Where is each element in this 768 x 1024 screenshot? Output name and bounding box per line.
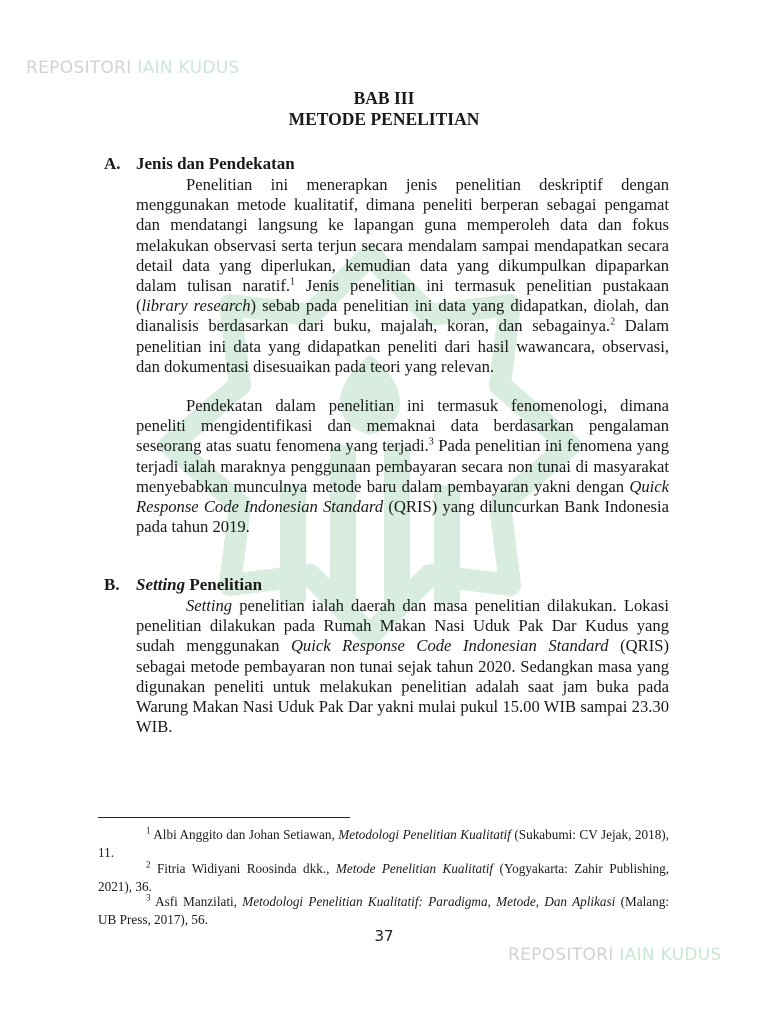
footnote-title: Metodologi Penelitian Kualitatif: Paradigma, Metode, Dan Aplikasi <box>242 894 616 909</box>
footnote-number: 1 <box>146 825 151 836</box>
text-run: (QRIS) sebagai metode pembayaran non tunai sejak tahun 2020. Sedangkan masa yang digunakan peneliti untuk melakukan penelitian adalah saat jam buka pada Warung Makan Nasi Uduk Pak Dar yakni mulai pukul 15.00 WIB sampai 23.30 WIB. <box>136 636 669 737</box>
text-run: Pendekatan dalam penelitian ini termasuk fenomenologi, dimana peneliti mengidentifikasi dan memaknai data berdasarkan pengalaman seseorang atas suatu fenomena yang terjadi. <box>136 396 669 456</box>
repository-watermark-bottom <box>508 945 722 965</box>
watermark-part1: REPOSITORI <box>508 945 614 965</box>
text-run: Dalam penelitian ini data yang didapatkan peneliti dari hasil wawancara, observasi, dan dokumentasi disesuaikan pada teori yang relevan. <box>136 316 669 376</box>
section-b-heading <box>104 575 262 595</box>
footnote-ref-2: 2 <box>610 316 616 328</box>
repository-watermark-top <box>26 58 240 78</box>
section-a-heading <box>104 154 295 174</box>
section-a-letter: A. <box>104 154 121 173</box>
footnote-publication: (Yogyakarta: Zahir Publishing, 2021), 36. <box>98 861 669 894</box>
footnote-ref-1: 1 <box>290 276 295 288</box>
watermark-part2: IAIN KUDUS <box>137 58 240 78</box>
section-a-paragraph-1 <box>136 175 669 377</box>
section-a-paragraph-2 <box>136 396 669 537</box>
section-b-letter: B. <box>104 575 120 594</box>
footnote-2 <box>98 860 669 895</box>
section-b-title-italic: Setting <box>136 575 186 594</box>
footnote-author: Fitria Widiyani Roosinda dkk., <box>150 861 336 876</box>
chapter-title: METODE PENELITIAN <box>288 109 480 129</box>
footnote-number: 3 <box>146 892 151 903</box>
footnote-title: Metodologi Penelitian Kualitatif <box>338 827 511 842</box>
text-run: penelitian ialah daerah dan masa penelitian dilakukan. Lokasi penelitian dilakukan pada Rumah Makan Nasi Uduk Pak Dar Kudus yang sudah menggunakan <box>136 596 669 656</box>
italic-term: Quick Response Code Indonesian Standard <box>290 636 609 656</box>
text-run: Penelitian ini menerapkan jenis penelitian deskriptif dengan menggunakan metode kualitatif, dimana peneliti berperan sebagai pengamat dan mendatangi langsung ke lapangan guna memperoleh data dan fokus melakukan observasi serta terjun secara mendalam sampai mendapatkan secara detail data yang diperlukan, kemudian data yang dikumpulkan dipaparkan dalam tulisan naratif. <box>136 175 669 296</box>
footnote-ref-3: 3 <box>428 436 434 448</box>
italic-term: Setting <box>186 596 233 615</box>
text-run: Pada penelitian ini fenomena yang terjadi ialah maraknya penggunaan pembayaran secara non tunai di masyarakat menyebabkan munculnya metode baru dalam pembayaran yakni dengan <box>136 436 669 496</box>
watermark-part2: IAIN KUDUS <box>619 945 722 965</box>
footnote-author: Albi Anggito dan Johan Setiawan, <box>150 827 339 842</box>
footnote-number: 2 <box>146 859 151 870</box>
page-number: 37 <box>374 927 394 945</box>
footnote-3 <box>98 893 669 928</box>
text-run: Jenis penelitian ini termasuk penelitian pustakaan ( <box>136 276 669 316</box>
footnote-publication: (Sukabumi: CV Jejak, 2018), 11. <box>98 827 669 860</box>
footnote-author: Asfi Manzilati, <box>150 894 243 909</box>
footnote-1 <box>98 826 669 861</box>
text-run: (QRIS) yang diluncurkan Bank Indonesia pada tahun 2019. <box>136 497 669 537</box>
section-b-paragraph-1 <box>136 596 669 737</box>
footnote-divider <box>98 817 350 818</box>
watermark-part1: REPOSITORI <box>26 58 132 78</box>
italic-term: library research <box>141 296 251 316</box>
chapter-label: BAB III <box>353 88 415 108</box>
italic-term: Quick Response Code Indonesian Standard <box>136 476 669 517</box>
footnote-publication: (Malang: UB Press, 2017), 56. <box>98 894 669 927</box>
chapter-heading <box>0 88 768 130</box>
section-b-title-rest: Penelitian <box>185 575 263 594</box>
text-run: ) sebab pada penelitian ini data yang didapatkan, diolah, dan dianalisis berdasarkan dari buku, majalah, koran, dan sebagainya. <box>136 296 669 336</box>
footnote-title: Metode Penelitian Kualitatif <box>335 861 494 876</box>
section-a-title: Jenis dan Pendekatan <box>136 154 295 173</box>
